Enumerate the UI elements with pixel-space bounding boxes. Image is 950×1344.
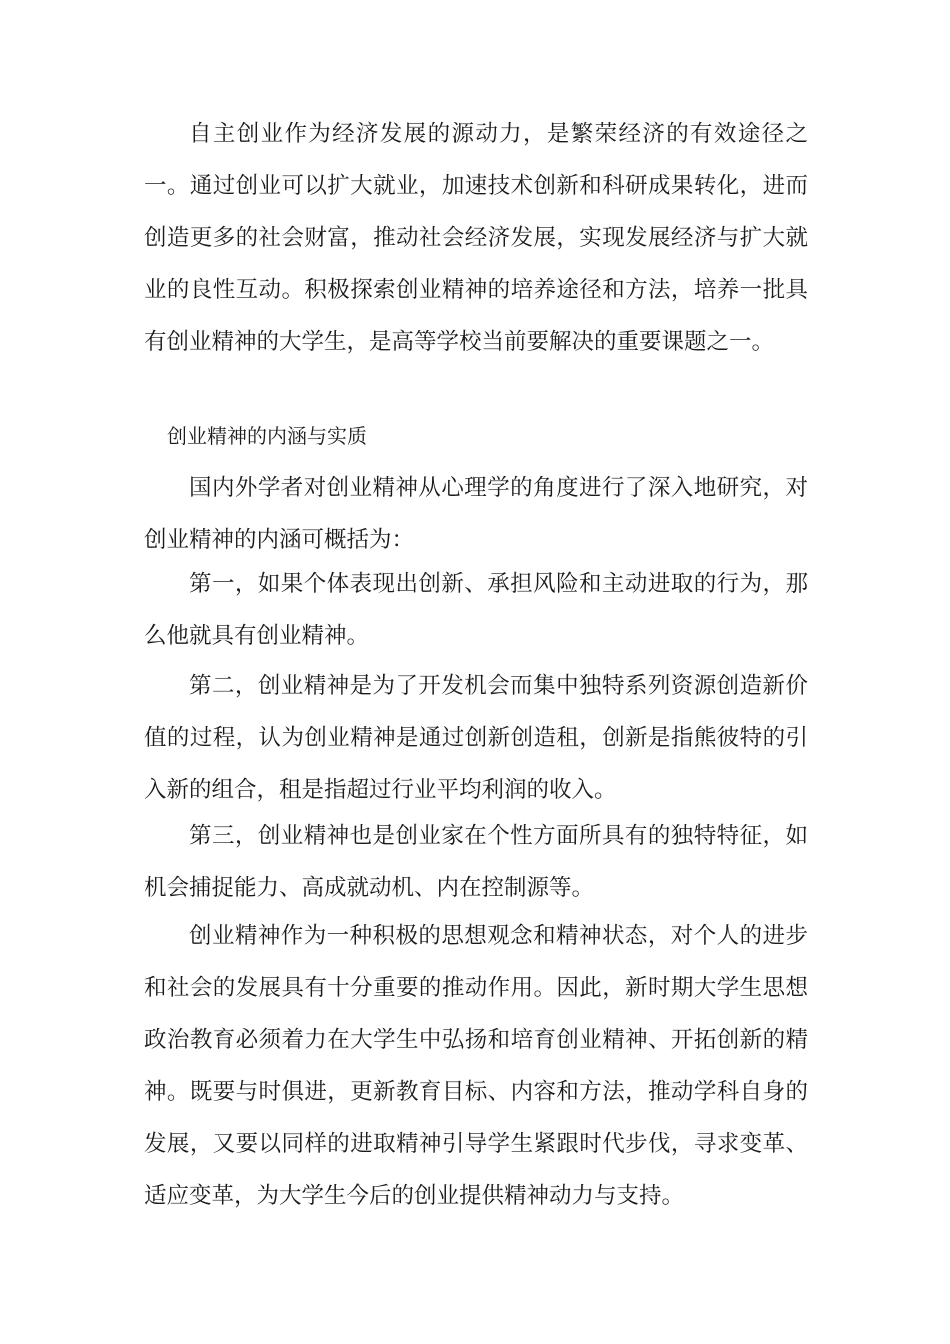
paragraph-conclusion: 创业精神作为一种积极的思想观念和精神状态，对个人的进步和社会的发展具有十分重要的推动作用。因此，新时期大学生思想政治教育必须着力在大学生中弘扬和培育创业精神、开拓创新的精神。既要与时俱进，更新教育目标、内容和方法，推动学科自身的发展，又要以同样的进取精神引导学生紧跟时代步伐，寻求变革、适应变革，为大学生今后的创业提供精神动力与支持。 <box>144 923 808 1209</box>
section-heading: 创业精神的内涵与实质 <box>167 424 367 448</box>
paragraph-first: 第一，如果个体表现出创新、承担风险和主动进取的行为，那么他就具有创业精神。 <box>144 571 808 649</box>
paragraph-third: 第三，创业精神也是创业家在个性方面所具有的独特特征，如机会捕捉能力、高成就动机、内在控制源等。 <box>144 823 808 901</box>
paragraph-definition-intro: 国内外学者对创业精神从心理学的角度进行了深入地研究，对创业精神的内涵可概括为： <box>144 475 808 553</box>
intro-paragraph: 自主创业作为经济发展的源动力，是繁荣经济的有效途径之一。通过创业可以扩大就业，加速技术创新和科研成果转化，进而创造更多的社会财富，推动社会经济发展，实现发展经济与扩大就业的良性互动。积极探索创业精神的培养途径和方法，培养一批具有创业精神的大学生，是高等学校当前要解决的重要课题之一。 <box>144 121 808 355</box>
paragraph-second: 第二，创业精神是为了开发机会而集中独特系列资源创造新价值的过程，认为创业精神是通过创新创造租，创新是指熊彼特的引入新的组合，租是指超过行业平均利润的收入。 <box>144 673 808 803</box>
